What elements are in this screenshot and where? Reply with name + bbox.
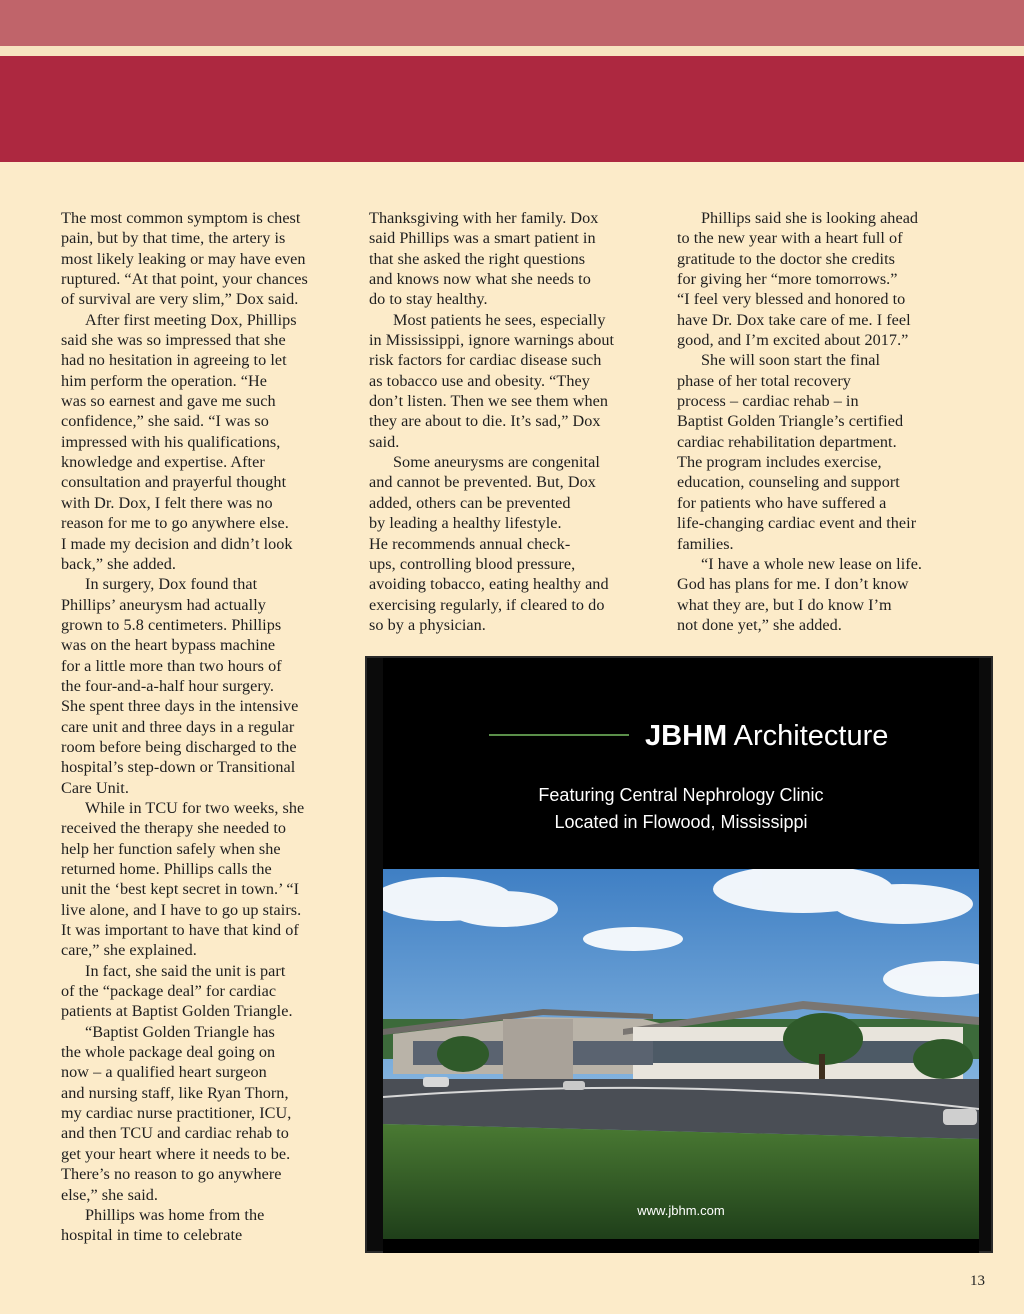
article-line: of the “package deal” for cardiac (61, 982, 277, 1001)
article-line: impressed with his qualifications, (61, 432, 281, 451)
article-line: The most common symptom is chest (61, 209, 301, 227)
article-line: He recommends annual check- (369, 534, 571, 553)
article-line: patients at Baptist Golden Triangle. (61, 1002, 293, 1021)
jbhm-advertisement (365, 656, 993, 1253)
ad-featuring-line: Featuring Central Nephrology Clinic (538, 785, 824, 805)
article-line: risk factors for cardiac disease such (369, 351, 602, 370)
article-line: so by a physician. (369, 615, 486, 634)
article-column-2 (369, 208, 661, 635)
article-line: hospital’s step-down or Transitional (61, 758, 296, 777)
article-line: There’s no reason to go anywhere (61, 1165, 282, 1184)
article-line: was so earnest and gave me such (61, 392, 276, 411)
article-line: and knows now what she needs to (369, 270, 591, 289)
article-column-3 (677, 208, 977, 635)
article-line: live alone, and I have to go up stairs. (61, 900, 302, 919)
article-line: they are about to die. It’s sad,” Dox (369, 412, 601, 431)
article-line: by leading a healthy lifestyle. (369, 514, 562, 533)
article-line: In surgery, Dox found that (85, 575, 258, 594)
article-line: It was important to have that kind of (61, 921, 299, 940)
article-line: the four-and-a-half hour surgery. (61, 676, 275, 695)
article-line: gratitude to the doctor she credits (677, 249, 895, 268)
article-line: care unit and three days in a regular (61, 717, 295, 736)
article-line: Phillips said she is looking ahead (701, 209, 919, 227)
article-line: my cardiac nurse practitioner, ICU, (61, 1104, 292, 1123)
article-line: education, counseling and support (677, 473, 900, 492)
article-line: She spent three days in the intensive (61, 697, 299, 716)
article-line: of survival are very slim,” Dox said. (61, 290, 299, 309)
article-line: The program includes exercise, (677, 453, 882, 472)
article-line: most likely leaking or may have even (61, 249, 306, 268)
article-line: Phillips’ aneurysm had actually (61, 595, 266, 614)
ad-brand-title (645, 720, 888, 753)
article-line: him perform the operation. “He (61, 371, 268, 390)
header-band-gap (0, 46, 1024, 56)
article-line: added, others can be prevented (369, 493, 571, 512)
article-line: ruptured. “At that point, your chances (61, 270, 308, 289)
article-line: Some aneurysms are congenital (393, 453, 600, 472)
article-line: said she was so impressed that she (61, 331, 286, 350)
article-line: back,” she added. (61, 554, 177, 573)
article-line: knowledge and expertise. After (61, 453, 265, 472)
article-line: said. (369, 432, 400, 451)
header-band-top (0, 0, 1024, 46)
article-line: that she asked the right questions (369, 249, 586, 268)
article-line: in Mississippi, ignore warnings about (369, 331, 615, 350)
article-line: In fact, she said the unit is part (85, 961, 286, 980)
article-line: She will soon start the final (701, 351, 881, 370)
article-line: as tobacco use and obesity. “They (369, 371, 590, 390)
article-line: for a little more than two hours of (61, 656, 282, 675)
article-line: grown to 5.8 centimeters. Phillips (61, 615, 282, 634)
article-line: process – cardiac rehab – in (677, 392, 859, 411)
article-line: families. (677, 534, 734, 553)
article-line: now – a qualified heart surgeon (61, 1063, 267, 1082)
article-line: don’t listen. Then we see them when (369, 392, 608, 411)
article-line: was on the heart bypass machine (61, 636, 276, 655)
article-line: confidence,” she said. “I was so (61, 412, 269, 431)
article-line: Phillips was home from the (85, 1205, 265, 1224)
article-line: phase of her total recovery (677, 371, 851, 390)
article-line: Care Unit. (61, 778, 129, 797)
article-line: said Phillips was a smart patient in (369, 229, 596, 248)
article-line: God has plans for me. I don’t know (677, 575, 909, 594)
article-line: and cannot be prevented. But, Dox (369, 473, 596, 492)
article-line: exercising regularly, if cleared to do (369, 595, 605, 614)
article-line: I made my decision and didn’t look (61, 534, 293, 553)
article-line: received the therapy she needed to (61, 819, 287, 838)
article-line: have Dr. Dox take care of me. I feel (677, 310, 911, 329)
article-line: good, and I’m excited about 2017.” (677, 331, 909, 350)
article-line: pain, but by that time, the artery is (61, 229, 286, 248)
article-line: for patients who have suffered a (677, 493, 887, 512)
article-line: the whole package deal going on (61, 1043, 276, 1062)
article-line: unit the ‘best kept secret in town.’ “I (61, 880, 300, 899)
article-line: get your heart where it needs to be. (61, 1144, 291, 1163)
page-number: 13 (970, 1273, 985, 1289)
article-line: consultation and prayerful thought (61, 473, 287, 492)
article-line: “I feel very blessed and honored to (677, 290, 906, 309)
article-line: and nursing staff, like Ryan Thorn, (61, 1083, 289, 1102)
article-line: After first meeting Dox, Phillips (85, 310, 297, 329)
article-line: cardiac rehabilitation department. (677, 432, 897, 451)
article-line: else,” she said. (61, 1185, 158, 1204)
article-line: ups, controlling blood pressure, (369, 554, 576, 573)
article-line: avoiding tobacco, eating healthy and (369, 575, 609, 594)
article-column-1 (61, 208, 353, 1246)
article-line: with Dr. Dox, I felt there was no (61, 493, 273, 512)
article-line: and then TCU and cardiac rehab to (61, 1124, 289, 1143)
article-line: what they are, but I do know I’m (677, 595, 892, 614)
article-line: life-changing cardiac event and their (677, 514, 917, 533)
article-line: room before being discharged to the (61, 737, 297, 756)
clinic-rendering-svg (383, 869, 979, 1239)
article-line: While in TCU for two weeks, she (85, 798, 305, 817)
ad-green-rule (489, 734, 629, 736)
article-line: care,” she explained. (61, 941, 197, 960)
article-line: not done yet,” she added. (677, 615, 842, 634)
article-line: for giving her “more tomorrows.” (677, 270, 898, 289)
header-band-main (0, 56, 1024, 162)
article-line: “Baptist Golden Triangle has (85, 1022, 275, 1041)
article-line: to the new year with a heart full of (677, 229, 903, 248)
ad-location-line: Located in Flowood, Mississippi (554, 812, 808, 832)
article-line: “I have a whole new lease on life. (701, 554, 923, 573)
ad-brand-bold: JBHM (645, 720, 728, 752)
article-line: reason for me to go anywhere else. (61, 514, 289, 533)
article-line: Baptist Golden Triangle’s certified (677, 412, 904, 431)
article-line: Most patients he sees, especially (393, 310, 606, 329)
ad-panel (383, 658, 979, 1253)
ad-website-url: www.jbhm.com (637, 1203, 725, 1218)
ad-brand-rest: Architecture (727, 720, 889, 752)
clinic-rendering-image (383, 869, 979, 1239)
article-line: had no hesitation in agreeing to let (61, 351, 287, 370)
article-line: help her function safely when she (61, 839, 281, 858)
article-line: Thanksgiving with her family. Dox (369, 209, 599, 227)
article-line: hospital in time to celebrate (61, 1226, 243, 1245)
article-line: do to stay healthy. (369, 290, 488, 309)
article-line: returned home. Phillips calls the (61, 860, 272, 878)
